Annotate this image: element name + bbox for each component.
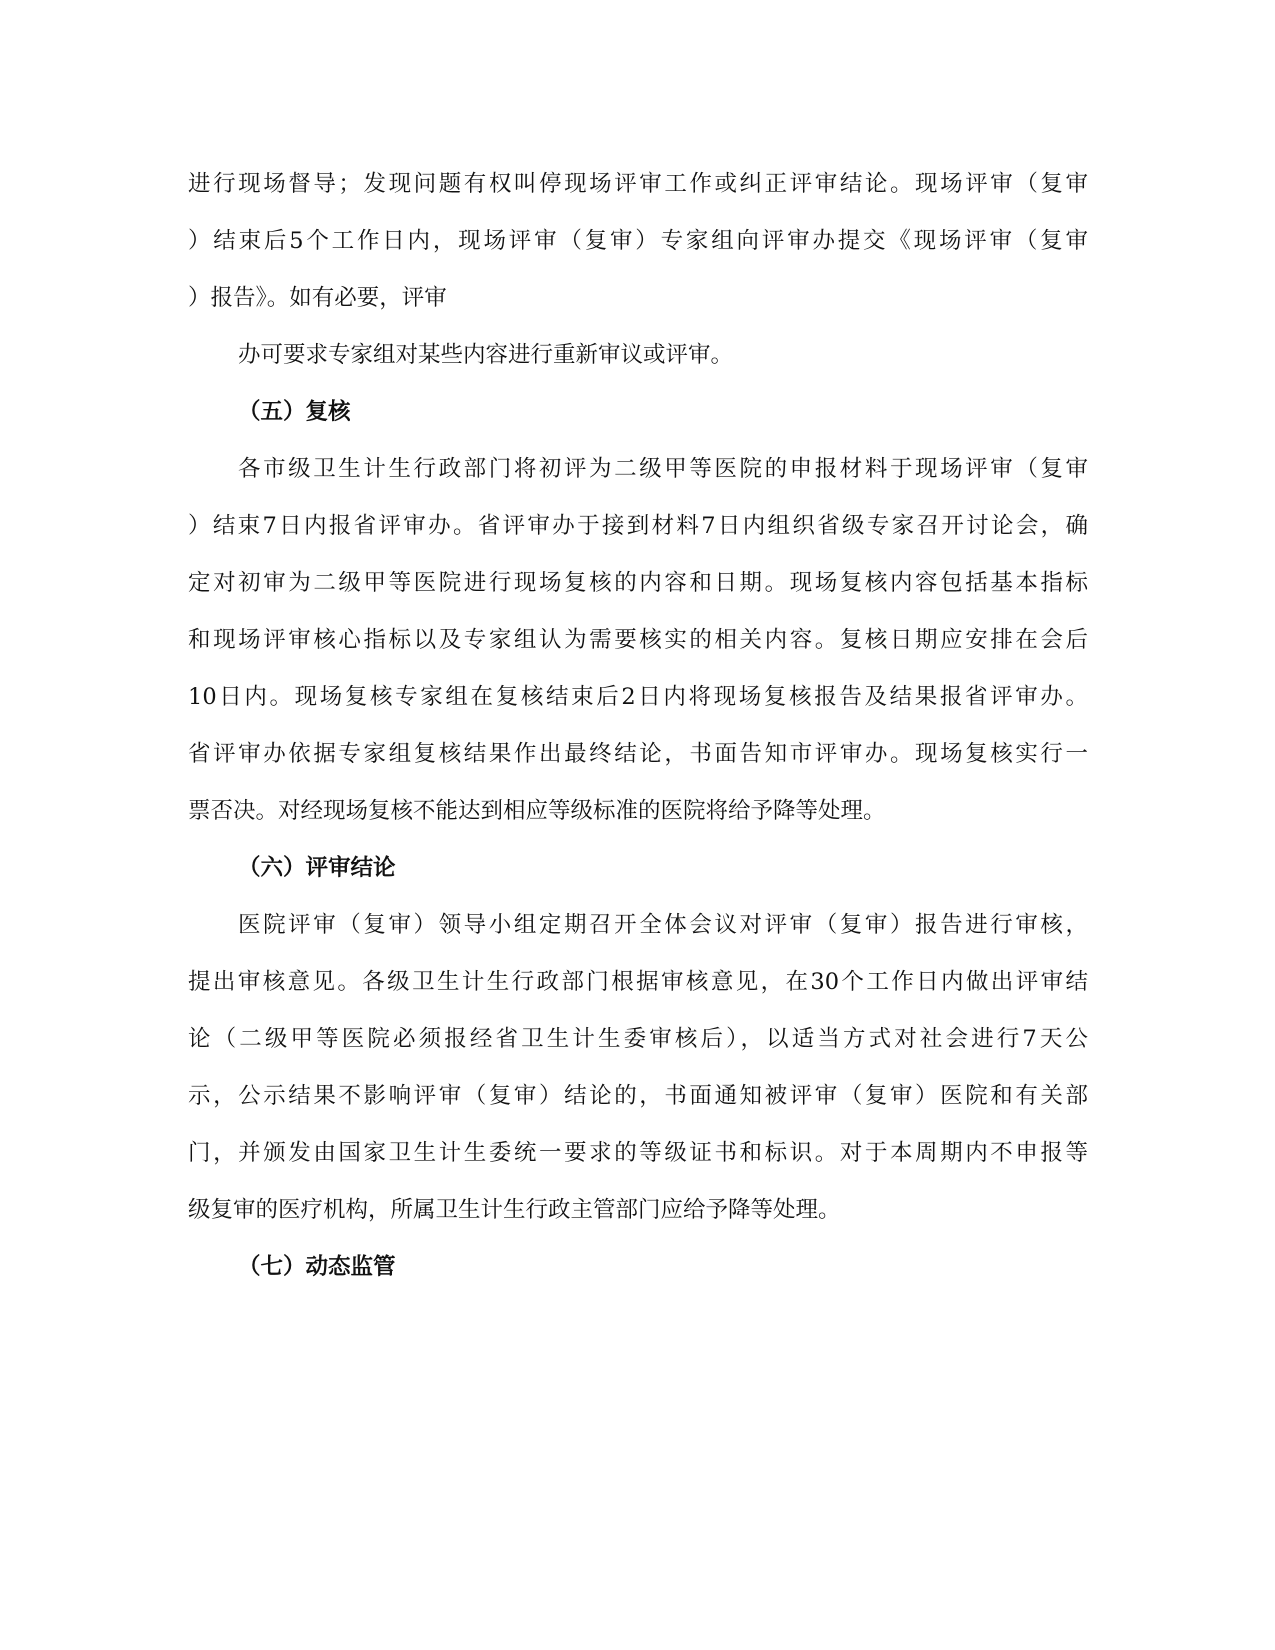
section-heading-conclusion: （六）评审结论	[238, 855, 396, 881]
paragraph-line: 提出审核意见。各级卫生计生行政部门根据审核意见，在30个工作日内做出评审结	[188, 969, 1088, 995]
paragraph-line: 办可要求专家组对某些内容进行重新审议或评审。	[238, 342, 734, 368]
paragraph-line: 论（二级甲等医院必须报经省卫生计生委审核后），以适当方式对社会进行7天公	[188, 1026, 1088, 1052]
paragraph-line: 各市级卫生计生行政部门将初评为二级甲等医院的申报材料于现场评审（复审	[238, 456, 1088, 482]
paragraph-line: 级复审的医疗机构，所属卫生计生行政主管部门应给予降等处理。	[188, 1197, 841, 1223]
paragraph-line: 门，并颁发由国家卫生计生委统一要求的等级证书和标识。对于本周期内不申报等	[188, 1140, 1088, 1166]
paragraph-line: 医院评审（复审）领导小组定期召开全体会议对评审（复审）报告进行审核，	[238, 912, 1088, 938]
paragraph-line: 定对初审为二级甲等医院进行现场复核的内容和日期。现场复核内容包括基本指标	[188, 570, 1088, 596]
paragraph-line: ）结束7日内报省评审办。省评审办于接到材料7日内组织省级专家召开讨论会，确	[188, 513, 1088, 539]
paragraph-line: 和现场评审核心指标以及专家组认为需要核实的相关内容。复核日期应安排在会后	[188, 627, 1088, 653]
paragraph-line: ）报告》。如有必要，评审	[188, 285, 447, 311]
paragraph-line: 进行现场督导；发现问题有权叫停现场评审工作或纠正评审结论。现场评审（复审	[188, 171, 1088, 197]
section-heading-supervision: （七）动态监管	[238, 1254, 396, 1280]
paragraph-line: 示，公示结果不影响评审（复审）结论的，书面通知被评审（复审）医院和有关部	[188, 1083, 1088, 1109]
paragraph-line: 票否决。对经现场复核不能达到相应等级标准的医院将给予降等处理。	[188, 798, 886, 824]
paragraph-line: 10日内。现场复核专家组在复核结束后2日内将现场复核报告及结果报省评审办。	[188, 684, 1088, 710]
section-heading-review: （五）复核	[238, 399, 351, 425]
paragraph-line: 省评审办依据专家组复核结果作出最终结论，书面告知市评审办。现场复核实行一	[188, 741, 1088, 767]
paragraph-line: ）结束后5个工作日内，现场评审（复审）专家组向评审办提交《现场评审（复审	[188, 228, 1088, 254]
